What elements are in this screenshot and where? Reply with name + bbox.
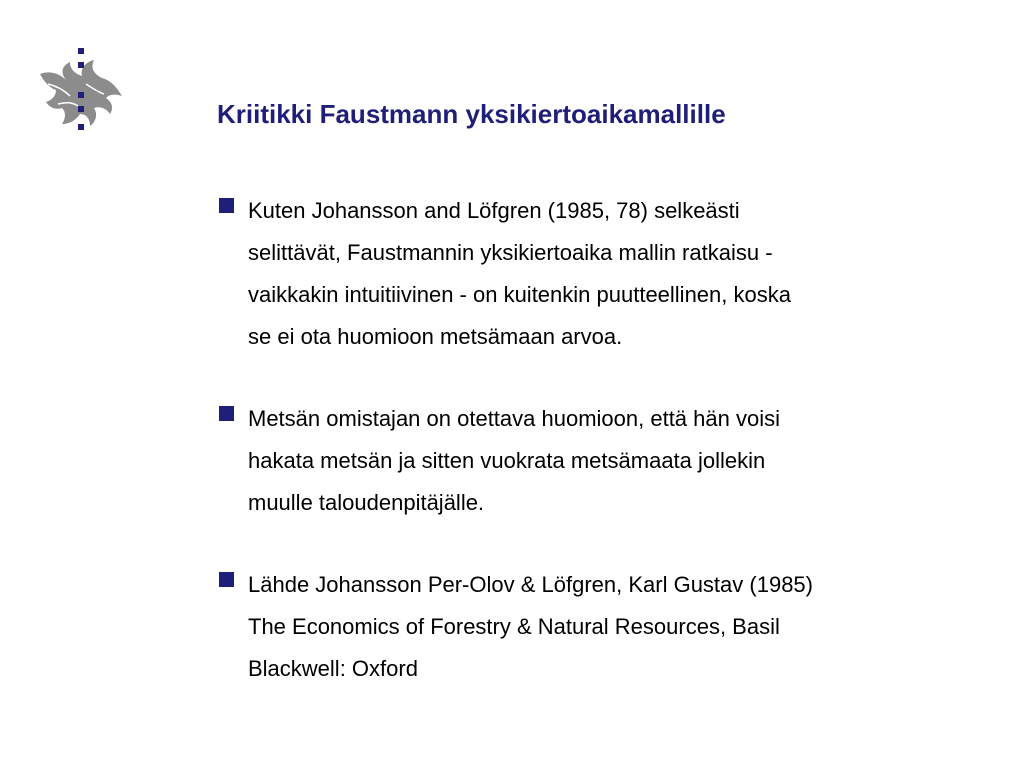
bullet-list (217, 190, 1007, 730)
logo-dot (78, 124, 84, 130)
slide-title: Kriitikki Faustmann yksikiertoaikamallille (217, 99, 726, 129)
bullet-line: Metsän omistajan on otettava huomioon, että hän voisi (248, 406, 780, 431)
logo-dot (78, 106, 84, 112)
square-bullet-icon (219, 198, 234, 213)
bullet-line: vaikkakin intuitiivinen - on kuitenkin puutteellinen, koska (248, 282, 791, 307)
bullet-line: Kuten Johansson and Löfgren (1985, 78) selkeästi (248, 198, 740, 223)
bullet-item (217, 564, 1007, 690)
flame-torch-logo-icon (36, 44, 128, 140)
bullet-line: selittävät, Faustmannin yksikiertoaika mallin ratkaisu - (248, 240, 773, 265)
bullet-line: hakata metsän ja sitten vuokrata metsämaata jollekin (248, 448, 766, 473)
logo-dot (78, 48, 84, 54)
bullet-item (217, 190, 1007, 358)
bullet-line: muulle taloudenpitäjälle. (248, 490, 485, 515)
bullet-line: Lähde Johansson Per-Olov & Löfgren, Karl Gustav (1985) (248, 572, 813, 597)
square-bullet-icon (219, 406, 234, 421)
logo-dot (78, 92, 84, 98)
bullet-line: The Economics of Forestry & Natural Resources, Basil (248, 614, 780, 639)
bullet-line: se ei ota huomioon metsämaan arvoa. (248, 324, 623, 349)
logo-dot (78, 62, 84, 68)
bullet-item (217, 398, 1007, 524)
bullet-line: Blackwell: Oxford (248, 656, 418, 681)
square-bullet-icon (219, 572, 234, 587)
